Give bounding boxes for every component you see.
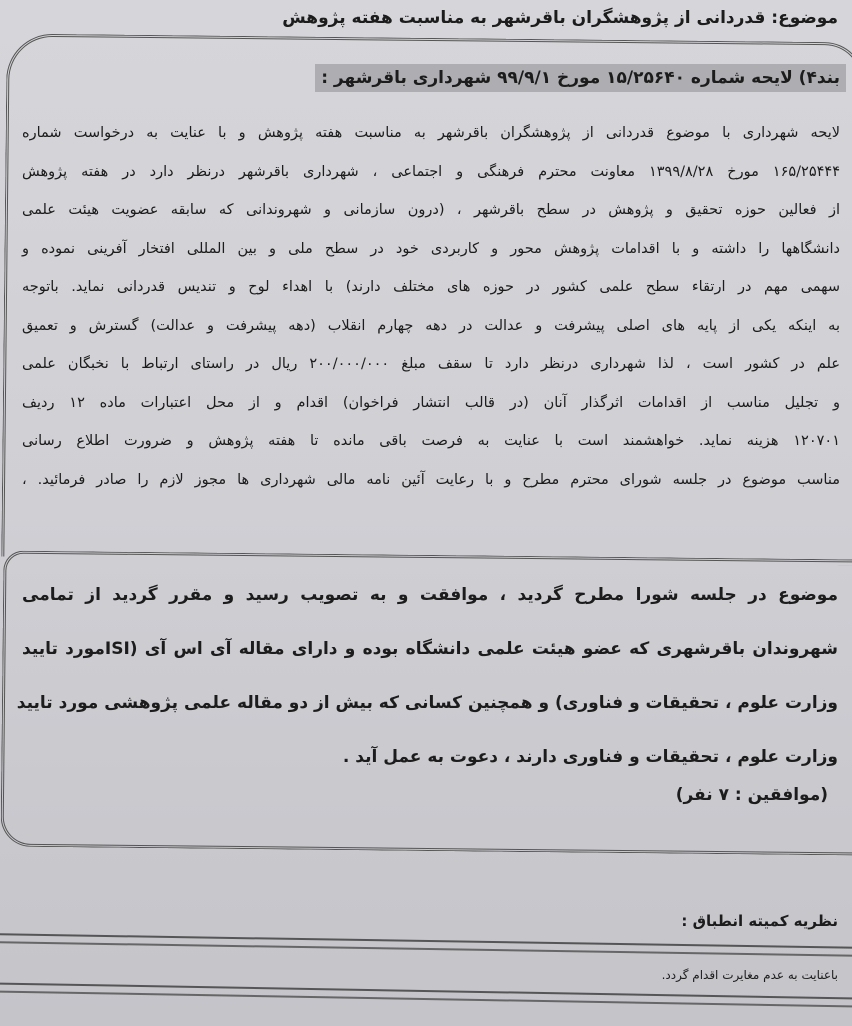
resolution-line: موضوع در جلسه شورا مطرح گردید ، موافقت و به تصویب رسید و مقرر گردید از تمامی [22,585,838,605]
committee-note: باعنایت به عدم مغایرت اقدام گردد. [661,968,838,982]
body-line: مناسب موضوع در جلسه شورای محترم مطرح و با رعایت آئین نامه مالی شهرداری ها مجوز لازم را صادر فرمائید. ، [22,471,840,488]
resolution-line: وزارت علوم ، تحقیقات و فناوری) و همچنین کسانی که بیش از دو مقاله علمی پژوهشی مورد تایید [16,693,838,713]
item-header: بند۴) لایحه شماره ۱۵/۲۵۶۴۰ مورخ ۹۹/۹/۱ شهرداری باقرشهر : [315,64,846,92]
body-line: لایحه شهرداری با موضوع قدردانی از پژوهشگران باقرشهر به مناسبت هفته پژوهش و با عنایت به درخواست شماره [22,125,840,141]
document-subject: موضوع: قدردانی از پژوهشگران باقرشهر به مناسبت هفته پژوهش [282,8,838,28]
divider [0,933,852,957]
body-line: ۱۲۰۷۰۱ هزینه نماید. خواهشمند است با عنایت به فرصت باقی مانده تا هفته پژوهش و ضرورت اطلاع رسانی [22,433,840,449]
body-line: علم در کشور است ، لذا شهرداری درنظر دارد تا سقف مبلغ ۲۰۰/۰۰۰/۰۰۰ ریال در راستای ارتباط با نخبگان علمی [22,356,840,372]
resolution-line: شهروندان باقرشهری که عضو هیئت علمی دانشگاه بوده و دارای مقاله آی اس آی (ISIمورد تایید [22,639,838,659]
committee-heading: نظریه کمیته انطباق : [681,912,838,930]
votes-count: (موافقین : ۷ نفر) [675,785,828,805]
body-line: از فعالین حوزه تحقیق و پژوهش در سطح باقرشهر ، (درون سازمانی و شهروندانی که سابقه عضویت هیئت علمی [22,202,840,218]
body-line: و تجلیل مناسب از اقدامات اثرگذار آنان (در قالب انتشار فراخوان) اقدام و از محل اعتبارات ماده ۱۲ ردیف [22,394,840,411]
bill-body [22,114,840,499]
divider [0,982,852,1007]
resolution-line: وزارت علوم ، تحقیقات و فناوری دارند ، دعوت به عمل آید . [342,747,838,767]
body-line: به اینکه یکی از پایه های اصلی پیشرفت و عدالت در دهه چهارم انقلاب (دهه پیشرفت و عدالت) گسترش و تعمیق [22,317,840,334]
resolution-text [16,568,838,784]
body-line: سهمی مهم در ارتقاء سطح علمی کشور در حوزه های مختلف دارند) با اهداء لوح و تندیس قدردانی نماید. باتوجه [22,279,840,295]
body-line: دانشگاهها را داشته و با اقدامات پژوهش محور و کاربردی خود در سطح ملی و بین المللی افتخار آفرینی نموده و [22,240,840,257]
body-line: ۱۶۵/۲۵۴۴۴ مورخ ۱۳۹۹/۸/۲۸ معاونت محترم فرهنگی و اجتماعی ، شهرداری باقرشهر درنظر دارد در هفته پژوهش [22,163,840,180]
